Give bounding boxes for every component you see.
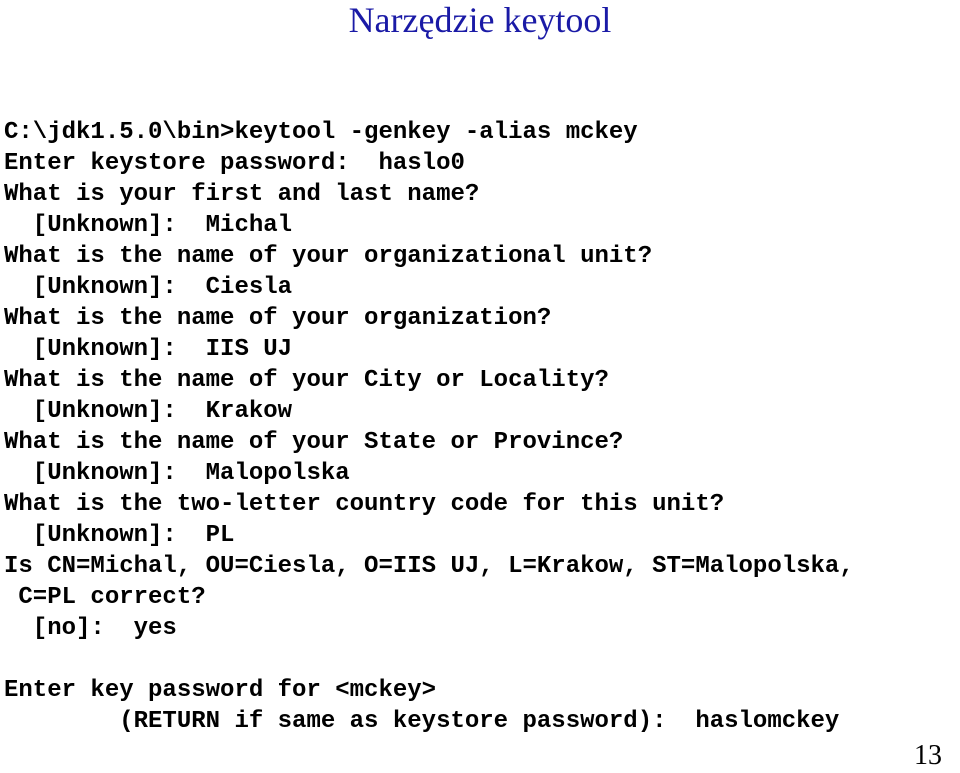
terminal-line-answer-country: [Unknown]: PL	[4, 522, 235, 549]
terminal-line-answer-name: [Unknown]: Michal	[4, 212, 293, 239]
terminal-line-confirm-dn-cont: C=PL correct?	[4, 584, 206, 611]
page-number: 13	[914, 740, 942, 771]
terminal-output	[4, 117, 854, 737]
terminal-line-command: C:\jdk1.5.0\bin>keytool -genkey -alias mckey	[4, 119, 638, 146]
terminal-line-prompt-city: What is the name of your City or Locality?	[4, 367, 609, 394]
terminal-line-blank	[4, 644, 854, 675]
terminal-line-prompt-country: What is the two-letter country code for this unit?	[4, 491, 725, 518]
terminal-line-answer-unit: [Unknown]: Ciesla	[4, 274, 293, 301]
terminal-line-confirm-answer: [no]: yes	[4, 615, 177, 642]
terminal-line-prompt-unit: What is the name of your organizational unit?	[4, 243, 653, 270]
terminal-line-key-password-answer: (RETURN if same as keystore password): haslomckey	[4, 708, 840, 735]
terminal-line-answer-state: [Unknown]: Malopolska	[4, 460, 350, 487]
terminal-line-confirm-dn: Is CN=Michal, OU=Ciesla, O=IIS UJ, L=Krakow, ST=Malopolska,	[4, 553, 854, 580]
terminal-line-prompt-name: What is your first and last name?	[4, 181, 480, 208]
terminal-line-key-password-prompt: Enter key password for <mckey>	[4, 677, 437, 704]
slide-title: Narzędzie keytool	[348, 0, 612, 40]
terminal-line-keystore-password: Enter keystore password: haslo0	[4, 150, 465, 177]
terminal-line-prompt-organization: What is the name of your organization?	[4, 305, 552, 332]
terminal-line-prompt-state: What is the name of your State or Province?	[4, 429, 624, 456]
terminal-line-answer-organization: [Unknown]: IIS UJ	[4, 336, 293, 363]
terminal-line-answer-city: [Unknown]: Krakow	[4, 398, 293, 425]
